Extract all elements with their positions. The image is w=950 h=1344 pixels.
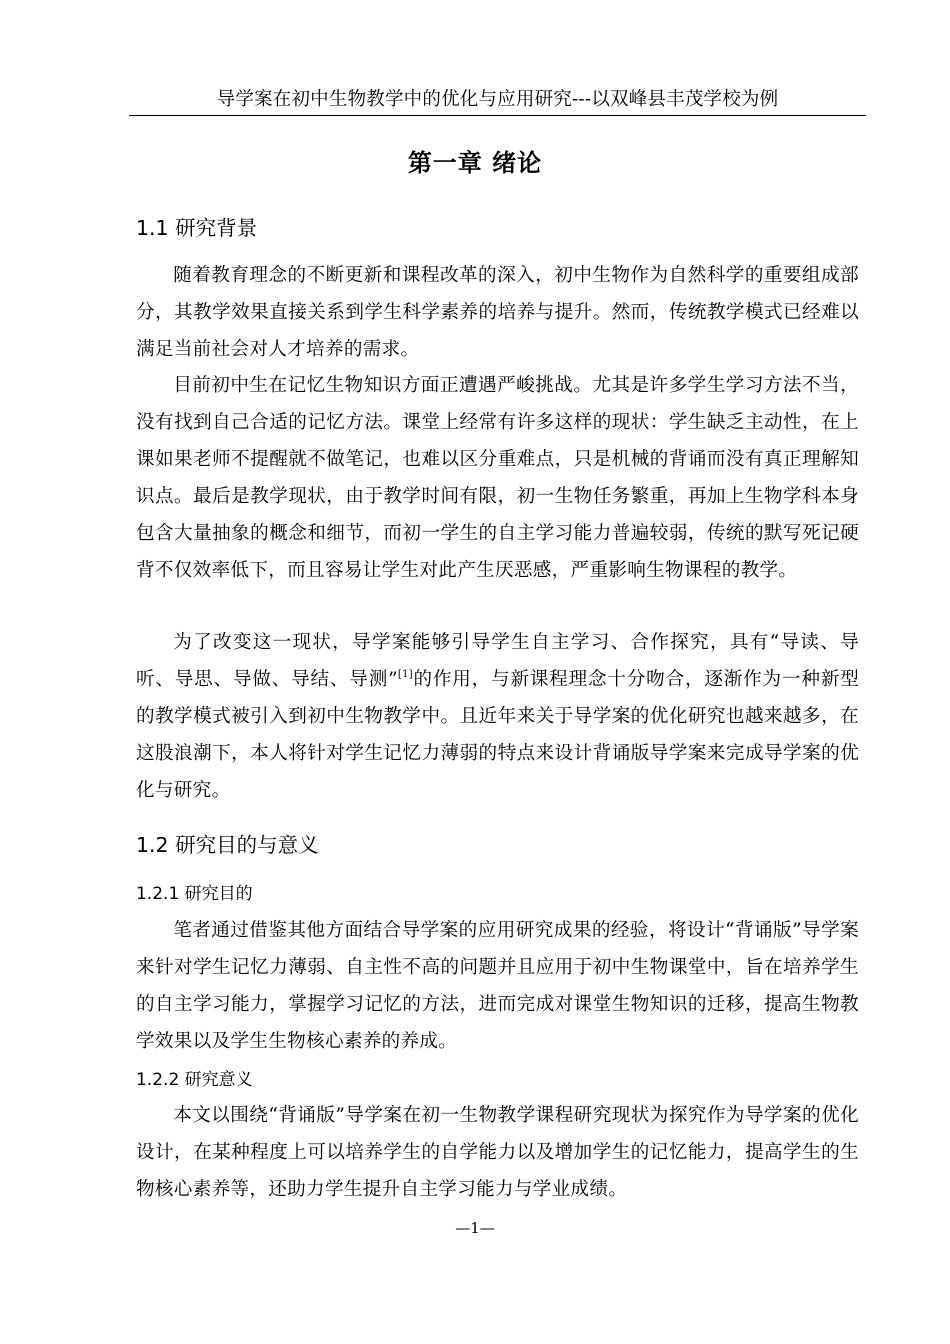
paragraph-background-3 — [136, 624, 859, 809]
paragraph-research-significance: 本文以围绕“背诵版”导学案在初一生物教学课程研究现状为探究作为导学案的优化设计，在某种程度上可以培养学生的自学能力以及增加学生的记忆能力，提高学生的生物核心素养等，还助力学生提升自主学习能力与学业成绩。 — [136, 1105, 859, 1200]
subsection-heading-1-2-1: 1.2.1 研究目的 — [136, 884, 253, 904]
paragraph-background-1: 随着教育理念的不断更新和课程改革的深入，初中生物作为自然科学的重要组成部分，其教学效果直接关系到学生科学素养的培养与提升。然而，传统教学模式已经难以满足当前社会对人才培养的需求。 — [136, 265, 859, 360]
paragraph-text: 为了改变这一现状，导学案能够引导学生自主学习、合作探究，具有“导读、导听、导思、导做、导结、导测” — [136, 632, 859, 690]
chapter-title: 第一章 绪论 — [407, 149, 543, 177]
paragraph-research-purpose: 笔者通过借鉴其他方面结合导学案的应用研究成果的经验，将设计“背诵版”导学案来针对学生记忆力薄弱、自主性不高的问题并且应用于初中生物课堂中，旨在培养学生的自主学习能力，掌握学习记忆的方法，进而完成对课堂生物知识的迁移，提高生物教学效果以及学生生物核心素养的养成。 — [136, 920, 859, 1052]
subsection-heading-1-2-2: 1.2.2 研究意义 — [136, 1070, 253, 1090]
paragraph-text: 的作用，与新课程理念十分吻合，逐渐作为一种新型的教学模式被引入到初中生物教学中。且近年来关于导学案的优化研究也越来越多，在这股浪潮下，本人将针对学生记忆力薄弱的特点来设计背诵版导学案来完成导学案的优化与研究。 — [136, 669, 859, 801]
running-header: 导学案在初中生物教学中的优化与应用研究---以双峰县丰茂学校为例 — [129, 88, 866, 116]
citation-marker[interactable]: [1] — [397, 669, 413, 680]
page-number: —1— — [455, 1219, 495, 1237]
paragraph-background-2: 目前初中生在记忆生物知识方面正遭遇严峻挑战。尤其是许多学生学习方法不当，没有找到自己合适的记忆方法。课堂上经常有许多这样的现状：学生缺乏主动性，在上课如果老师不提醒就不做笔记，也难以区分重难点，只是机械的背诵而没有真正理解知识点。最后是教学现状，由于教学时间有限，初一生物任务繁重，再加上生物学科本身包含大量抽象的概念和细节，而初一学生的自主学习能力普遍较弱，传统的默写死记硬背不仅效率低下，而且容易让学生对此产生厌恶感，严重影响生物课程的教学。 — [136, 375, 859, 581]
section-heading-1-1: 1.1 研究背景 — [136, 216, 258, 240]
section-heading-1-2: 1.2 研究目的与意义 — [136, 833, 319, 857]
